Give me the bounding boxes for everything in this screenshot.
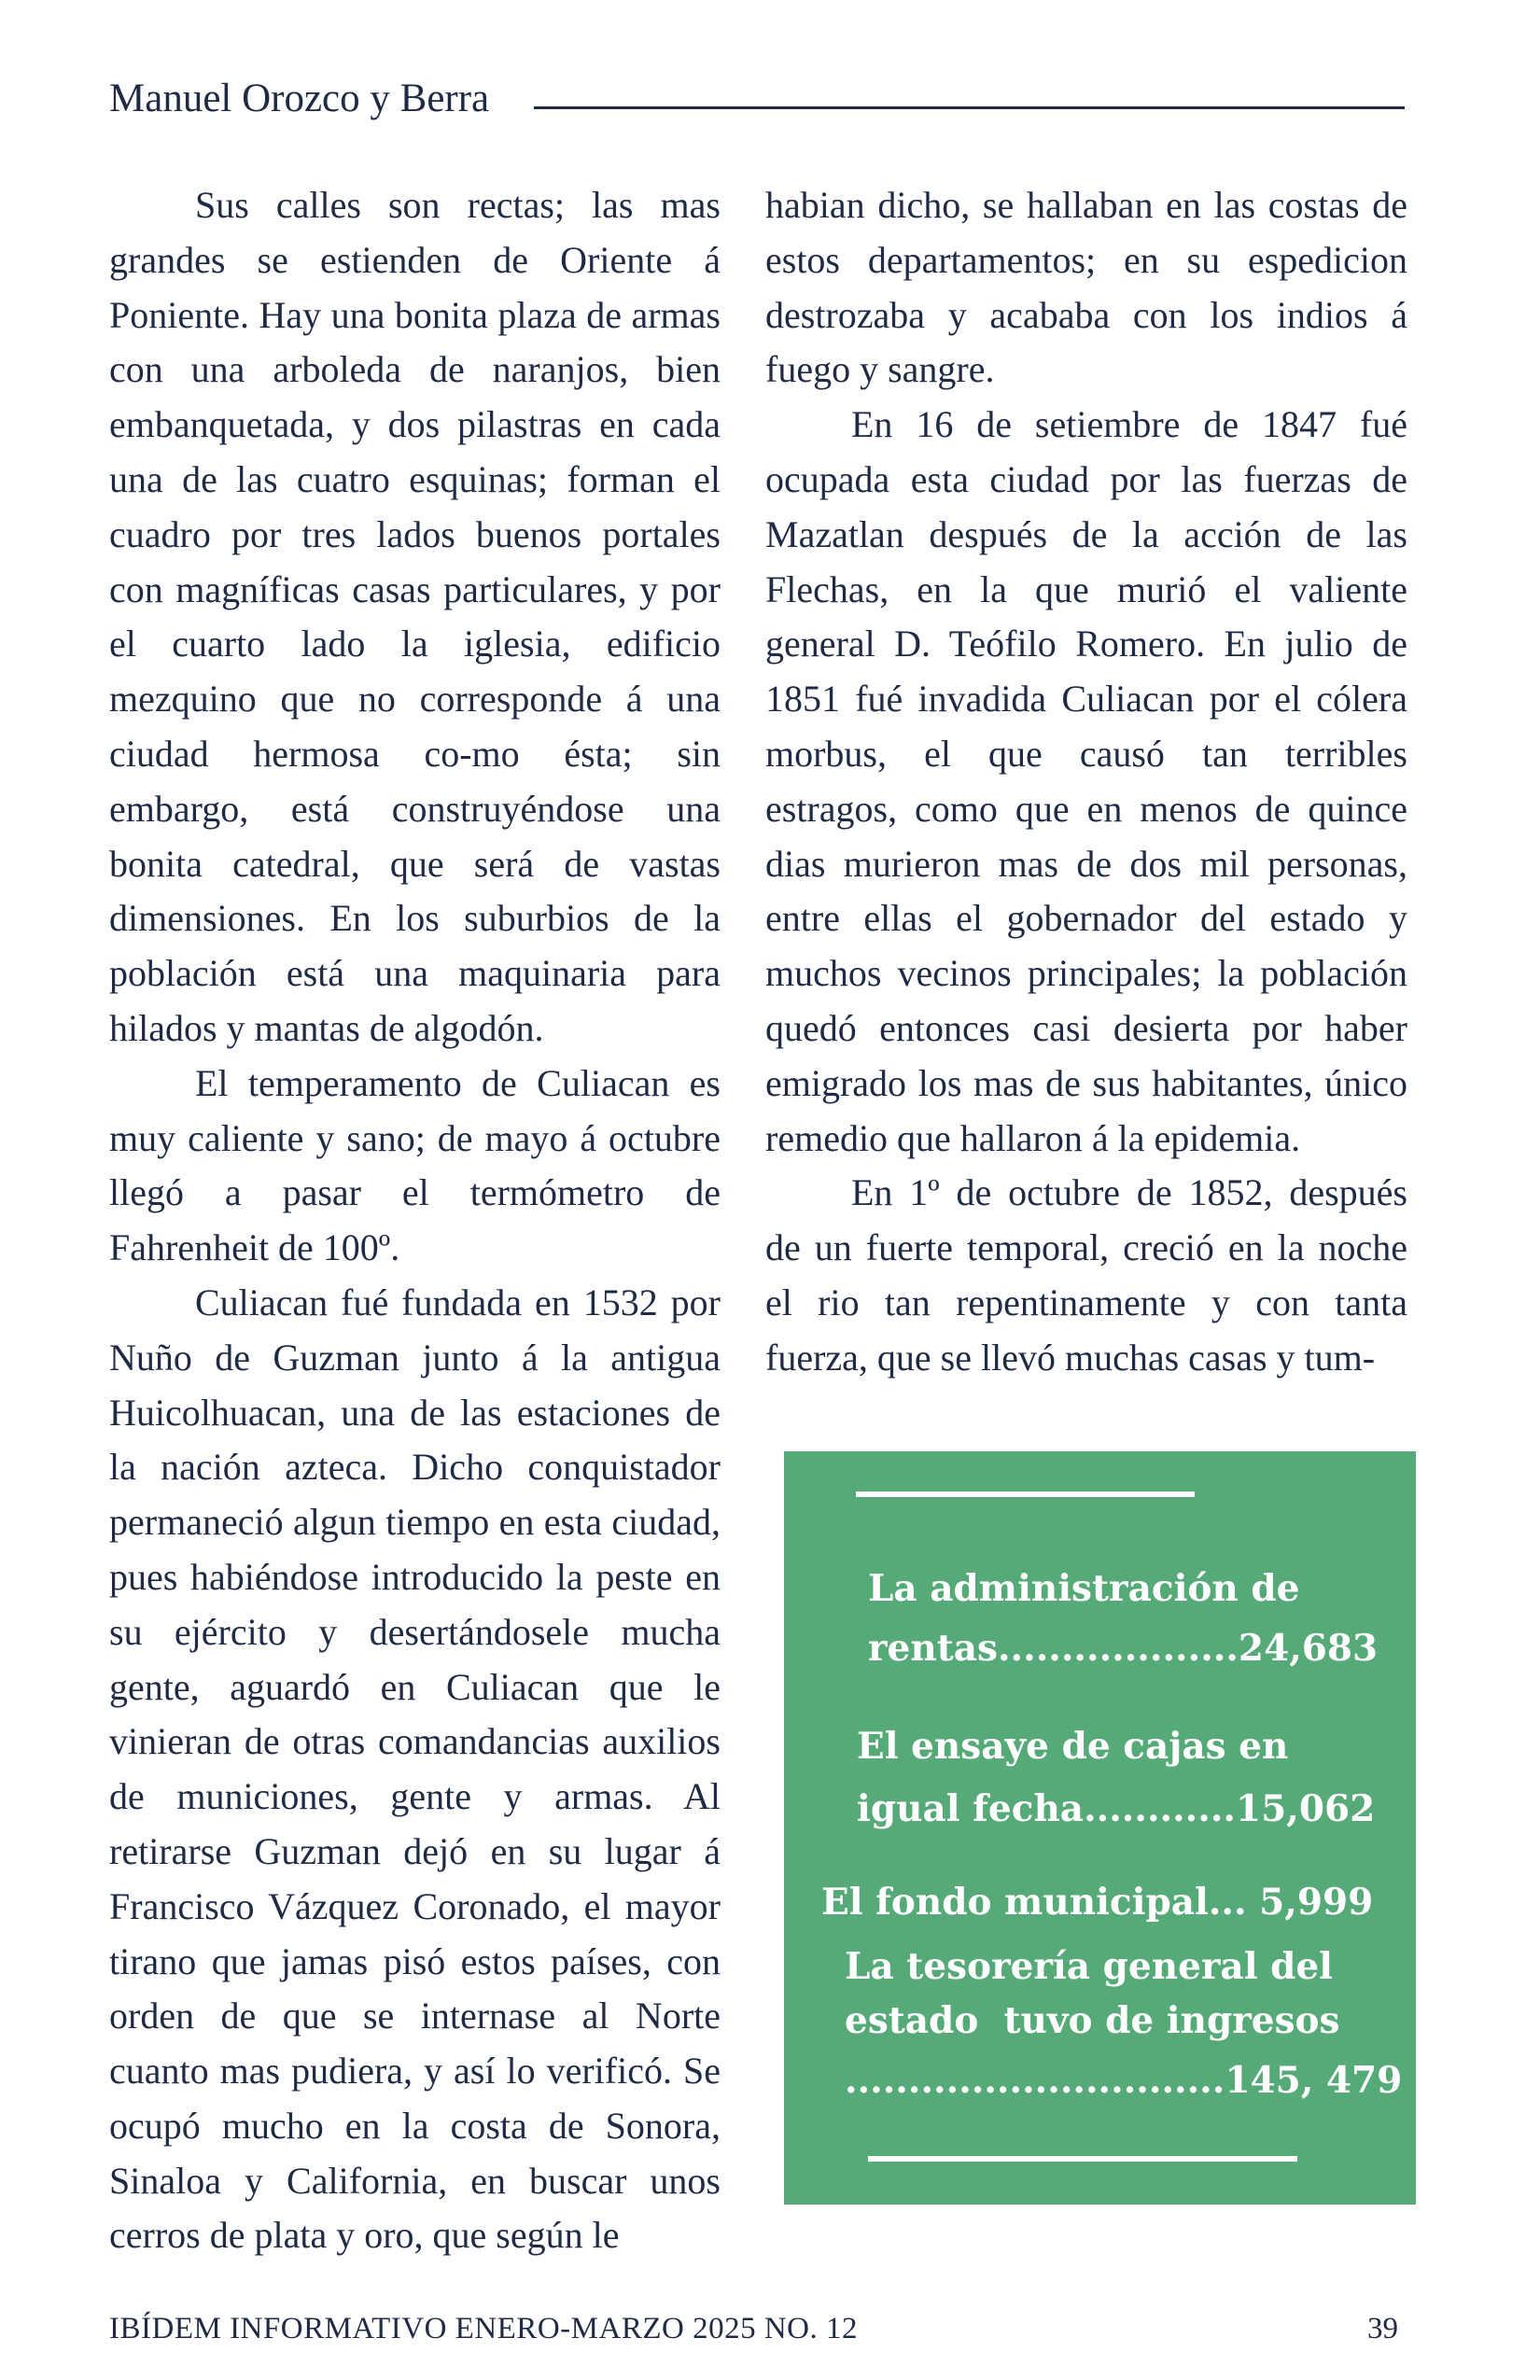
sidebar-line: ..............................145, 479: [845, 2059, 1403, 2102]
header-rule: [534, 106, 1405, 109]
paragraph-streets: Sus calles son rectas; las mas grandes se estienden de Oriente á Poniente. Hay una bonita plaza de armas con una arboleda de naranjos, bien embanquetada, y dos pilastras en cada una de las cuatro esquinas; forman el cuadro por tres lados buenos portales con magníficas casas particulares, y por el cuarto lado la iglesia, edificio mezquino que no corresponde á una ciudad hermosa co-mo ésta; sin embargo, está construyéndose una bonita catedral, que será de vastas dimensiones. En los suburbios de la población está una maquinaria para hilados y mantas de algodón.: [109, 184, 721, 1049]
sidebar-line: La administración de: [868, 1567, 1300, 1610]
paragraph-continued: habian dicho, se hallaban en las costas de estos departamentos; en su espedicion destrozaba y acababa con los indios á fuego y sangre.: [765, 184, 1407, 391]
paragraph-foundation: Culiacan fué fundada en 1532 por Nuño de Guzman junto á la antigua Huicolhuacan, una de las estaciones de la nación azteca. Dicho conquistador permaneció algun tiempo en esta ciudad, pues habiéndose introducido la peste en su ejército y desertándosele mucha gente, aguardó en Culiacan que le vinieran de otras comandancias auxilios de municiones, gente y armas. Al retirarse Guzman dejó en su lugar á Francisco Vázquez Coronado, el mayor tirano que jamas pisó estos países, con orden de que se internase al Norte cuanto mas pudiera, y así lo verificó. Se ocupó mucho en la costa de Sonora, Sinaloa y California, en buscar unos cerros de plata y oro, que según le: [109, 1281, 721, 2257]
left-column: [109, 178, 721, 2263]
right-column: [765, 178, 1407, 1386]
paragraph-climate: El temperamento de Culiacan es muy caliente y sano; de mayo á octubre llegó a pasar el termómetro de Fahrenheit de 100º.: [109, 1061, 721, 1269]
sidebar-line: El fondo municipal... 5,999: [821, 1881, 1374, 1924]
sidebar-line: estado tuvo de ingresos: [845, 1999, 1340, 2042]
paragraph-1847: En 16 de setiembre de 1847 fué ocupada esta ciudad por las fuerzas de Mazatlan después de la acción de las Flechas, en la que murió el valiente general D. Teófilo Romero. En julio de 1851 fué invadida Culiacan por el cólera morbus, el que causó tan terribles estragos, como que en menos de quince dias murieron mas de dos mil personas, entre ellas el gobernador del estado y muchos vecinos principales; la población quedó entonces casi desierta por haber emigrado los mas de sus habitantes, único remedio que hallaron á la epidemia.: [765, 403, 1407, 1159]
sidebar-line: rentas...................24,683: [868, 1627, 1379, 1670]
sidebar-top-rule: [856, 1491, 1195, 1497]
sidebar-line: igual fecha............15,062: [857, 1787, 1376, 1830]
page-number: 39: [1367, 2312, 1398, 2345]
sidebar-line: La tesorería general del: [845, 1945, 1333, 1988]
footer-publication: IBÍDEM INFORMATIVO ENERO-MARZO 2025 NO. 12: [109, 2312, 858, 2345]
revenue-sidebar-box: [784, 1451, 1416, 2205]
sidebar-line: El ensaye de cajas en: [857, 1725, 1289, 1768]
paragraph-1852: En 1º de octubre de 1852, después de un fuerte temporal, creció en la noche el rio tan repentinamente y con tanta fuerza, que se llevó muchas casas y tum-: [765, 1171, 1407, 1379]
sidebar-bottom-rule: [868, 2156, 1297, 2162]
running-header-author: Manuel Orozco y Berra: [109, 77, 490, 120]
